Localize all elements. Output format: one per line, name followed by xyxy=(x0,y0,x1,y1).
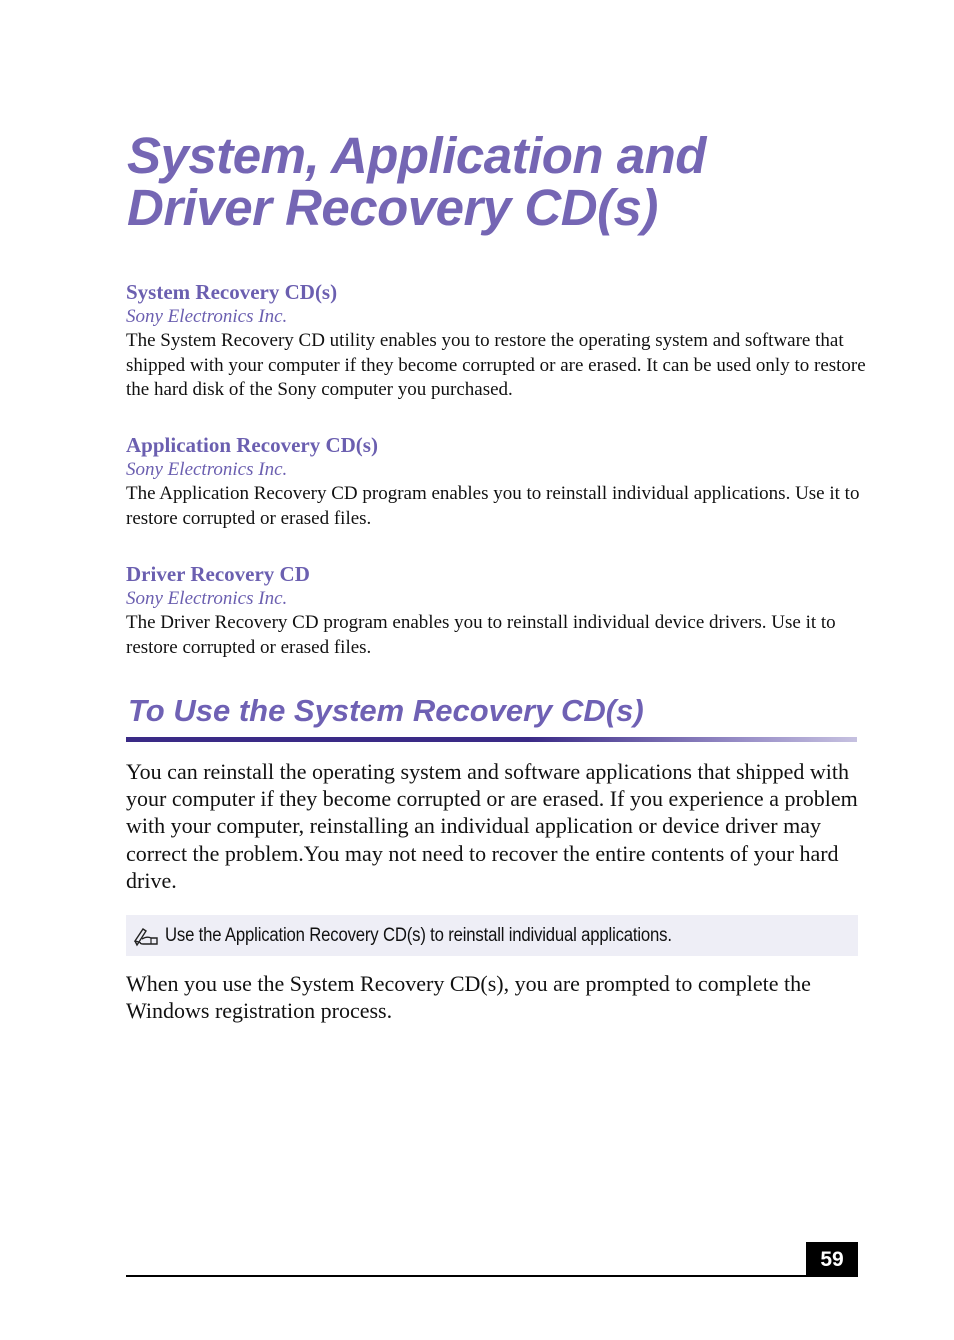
page-number: 59 xyxy=(806,1242,858,1277)
software-entry-driver-recovery xyxy=(126,561,866,660)
software-vendor: Sony Electronics Inc. xyxy=(126,306,288,327)
software-vendor: Sony Electronics Inc. xyxy=(126,588,288,609)
software-description: The Application Recovery CD program enables you to reinstall individual applications. Use it to restore corrupted or erased files. xyxy=(126,483,860,529)
registration-paragraph: When you use the System Recovery CD(s), you are prompted to complete the Windows registration process. xyxy=(126,971,811,1024)
software-entry-application-recovery xyxy=(126,432,866,531)
note-text: Use the Application Recovery CD(s) to reinstall individual applications. xyxy=(165,924,672,946)
writing-hand-icon xyxy=(133,925,159,947)
section-heading: To Use the System Recovery CD(s) xyxy=(128,693,644,728)
software-title: Driver Recovery CD xyxy=(126,562,310,586)
software-title: System Recovery CD(s) xyxy=(126,280,338,304)
page-title-line-1: System, Application and xyxy=(127,127,706,184)
software-description: The Driver Recovery CD program enables you to reinstall individual device drivers. Use it to restore corrupted or erased files. xyxy=(126,612,836,658)
footer-divider xyxy=(126,1275,858,1277)
software-description: The System Recovery CD utility enables you to restore the operating system and software that shipped with your computer if they become corrupted or are erased. It can be used only to restore the hard disk of the Sony computer you purchased. xyxy=(126,330,866,400)
software-entry-system-recovery xyxy=(126,279,866,403)
page-title xyxy=(127,127,706,236)
note-box xyxy=(126,915,858,956)
software-title: Application Recovery CD(s) xyxy=(126,433,378,457)
software-vendor: Sony Electronics Inc. xyxy=(126,459,288,480)
section-divider xyxy=(126,737,857,742)
page-title-line-2: Driver Recovery CD(s) xyxy=(127,179,658,236)
intro-paragraph: You can reinstall the operating system and software applications that shipped with your computer if they become corrupted or are erased. If you experience a problem with your computer, reinstalling an individual application or device driver may correct the problem.You may not need to recover the entire contents of your hard drive. xyxy=(126,759,858,893)
